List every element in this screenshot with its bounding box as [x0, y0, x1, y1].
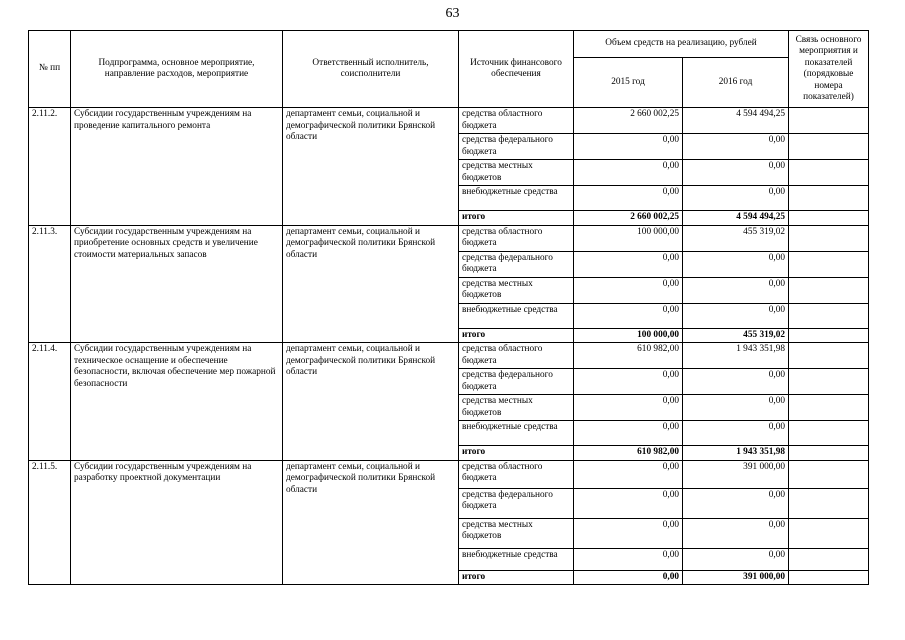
amount-2016: 0,00 [683, 421, 789, 446]
amount-2016: 0,00 [683, 369, 789, 395]
funding-source: средства областного бюджета [459, 225, 574, 251]
table-row [29, 343, 869, 369]
amount-2015: 0,00 [574, 548, 683, 570]
indicator-link-cell [789, 570, 869, 585]
funding-source: итого [459, 211, 574, 226]
header-link: Связь основного мероприятия и показателей (порядковые номера показателей) [789, 31, 869, 108]
indicator-link-cell [789, 421, 869, 446]
indicator-link-cell [789, 548, 869, 570]
funding-source: средства местных бюджетов [459, 395, 574, 421]
row-code: 2.11.2. [29, 108, 71, 226]
funding-source: средства областного бюджета [459, 343, 574, 369]
funding-source: итого [459, 328, 574, 343]
page-number: 63 [445, 6, 460, 21]
amount-2015: 610 982,00 [574, 343, 683, 369]
indicator-link-cell [789, 343, 869, 369]
amount-2016: 0,00 [683, 548, 789, 570]
header-source: Источник финансового обеспечения [459, 31, 574, 108]
indicator-link-cell [789, 446, 869, 461]
indicator-link-cell [789, 488, 869, 518]
amount-2016: 4 594 494,25 [683, 108, 789, 134]
funding-source: средства федерального бюджета [459, 488, 574, 518]
funding-source: средства местных бюджетов [459, 277, 574, 303]
amount-2015: 100 000,00 [574, 328, 683, 343]
amount-2016: 0,00 [683, 160, 789, 186]
row-code: 2.11.4. [29, 343, 71, 461]
amount-2015: 0,00 [574, 488, 683, 518]
header-year-2016: 2016 год [683, 58, 789, 108]
header-executor: Ответственный исполнитель, соисполнители [283, 31, 459, 108]
header-program: Подпрограмма, основное мероприятие, направление расходов, мероприятие [71, 31, 283, 108]
amount-2016: 0,00 [683, 488, 789, 518]
amount-2015: 0,00 [574, 460, 683, 488]
responsible-executor: департамент семьи, социальной и демографической политики Брянской области [283, 343, 459, 461]
funding-source: внебюджетные средства [459, 548, 574, 570]
measure-name: Субсидии государственным учреждениям на проведение капитального ремонта [71, 108, 283, 226]
amount-2015: 610 982,00 [574, 446, 683, 461]
funding-source: средства местных бюджетов [459, 160, 574, 186]
amount-2015: 2 660 002,25 [574, 108, 683, 134]
indicator-link-cell [789, 160, 869, 186]
funding-source: средства областного бюджета [459, 108, 574, 134]
header-volume: Объем средств на реализацию, рублей [574, 31, 789, 58]
funding-source: средства областного бюджета [459, 460, 574, 488]
amount-2016: 1 943 351,98 [683, 446, 789, 461]
row-code: 2.11.5. [29, 460, 71, 585]
indicator-link-cell [789, 277, 869, 303]
header-year-2015: 2015 год [574, 58, 683, 108]
amount-2015: 0,00 [574, 421, 683, 446]
amount-2016: 4 594 494,25 [683, 211, 789, 226]
funding-source: средства федерального бюджета [459, 134, 574, 160]
amount-2015: 100 000,00 [574, 225, 683, 251]
responsible-executor: департамент семьи, социальной и демографической политики Брянской области [283, 225, 459, 343]
funding-source: внебюджетные средства [459, 303, 574, 328]
amount-2016: 0,00 [683, 134, 789, 160]
amount-2015: 0,00 [574, 303, 683, 328]
budget-table [28, 30, 869, 585]
amount-2015: 0,00 [574, 570, 683, 585]
funding-source: средства местных бюджетов [459, 518, 574, 548]
amount-2016: 0,00 [683, 395, 789, 421]
funding-source: средства федерального бюджета [459, 369, 574, 395]
row-code: 2.11.3. [29, 225, 71, 343]
table-row [29, 225, 869, 251]
indicator-link-cell [789, 369, 869, 395]
indicator-link-cell [789, 134, 869, 160]
amount-2015: 0,00 [574, 369, 683, 395]
funding-source: итого [459, 446, 574, 461]
amount-2015: 0,00 [574, 251, 683, 277]
amount-2015: 0,00 [574, 186, 683, 211]
table-row [29, 108, 869, 134]
amount-2015: 0,00 [574, 277, 683, 303]
amount-2016: 0,00 [683, 251, 789, 277]
funding-source: итого [459, 570, 574, 585]
table-body [29, 108, 869, 585]
indicator-link-cell [789, 303, 869, 328]
amount-2016: 455 319,02 [683, 225, 789, 251]
amount-2015: 0,00 [574, 160, 683, 186]
amount-2015: 2 660 002,25 [574, 211, 683, 226]
amount-2016: 0,00 [683, 277, 789, 303]
amount-2016: 1 943 351,98 [683, 343, 789, 369]
amount-2016: 455 319,02 [683, 328, 789, 343]
measure-name: Субсидии государственным учреждениям на техническое оснащение и обеспечение безопасности, включая обеспечение мер пожарной безопасности [71, 343, 283, 461]
indicator-link-cell [789, 225, 869, 251]
indicator-link-cell [789, 328, 869, 343]
amount-2016: 0,00 [683, 518, 789, 548]
indicator-link-cell [789, 460, 869, 488]
indicator-link-cell [789, 518, 869, 548]
indicator-link-cell [789, 251, 869, 277]
amount-2016: 0,00 [683, 303, 789, 328]
measure-name: Субсидии государственным учреждениям на приобретение основных средств и увеличение стоимости материальных запасов [71, 225, 283, 343]
amount-2016: 391 000,00 [683, 570, 789, 585]
amount-2015: 0,00 [574, 518, 683, 548]
amount-2016: 391 000,00 [683, 460, 789, 488]
responsible-executor: департамент семьи, социальной и демографической политики Брянской области [283, 460, 459, 585]
funding-source: внебюджетные средства [459, 186, 574, 211]
funding-source: средства федерального бюджета [459, 251, 574, 277]
amount-2016: 0,00 [683, 186, 789, 211]
funding-source: внебюджетные средства [459, 421, 574, 446]
indicator-link-cell [789, 395, 869, 421]
amount-2015: 0,00 [574, 395, 683, 421]
amount-2015: 0,00 [574, 134, 683, 160]
indicator-link-cell [789, 108, 869, 134]
indicator-link-cell [789, 211, 869, 226]
indicator-link-cell [789, 186, 869, 211]
measure-name: Субсидии государственным учреждениям на разработку проектной документации [71, 460, 283, 585]
responsible-executor: департамент семьи, социальной и демографической политики Брянской области [283, 108, 459, 226]
header-num: № пп [29, 31, 71, 108]
table-row [29, 460, 869, 488]
